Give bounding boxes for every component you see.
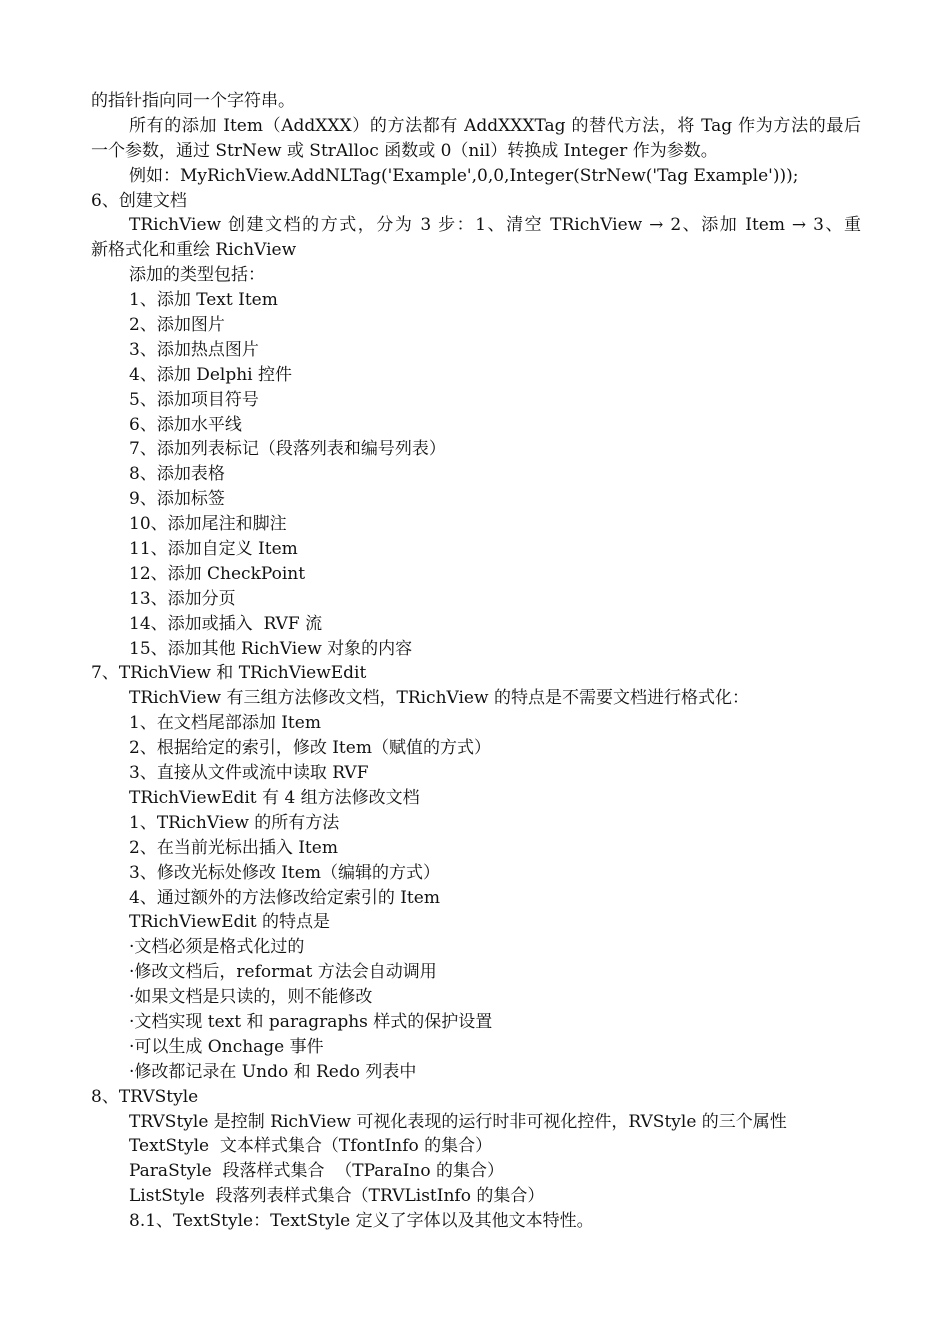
- section-heading: 6、创建文档: [91, 190, 187, 211]
- list-item: 2、添加图片: [129, 315, 225, 336]
- text-line: TRichView 创建文档的方式，分为 3 步：1、清空 TRichView → 2、添加 Item → 3、重: [129, 215, 861, 236]
- bullet-item: ·如果文档是只读的，则不能修改: [129, 987, 373, 1008]
- section-heading: 7、TRichView 和 TRichViewEdit: [91, 663, 367, 684]
- text-line: TRichViewEdit 的特点是: [129, 912, 331, 933]
- list-item: 8、添加表格: [129, 464, 225, 485]
- list-item: 3、修改光标处修改 Item（编辑的方式）: [129, 862, 440, 883]
- subsection-heading: 8.1、TextStyle：TextStyle 定义了字体以及其他文本特性。: [129, 1211, 594, 1232]
- bullet-item: ·文档实现 text 和 paragraphs 样式的保护设置: [129, 1011, 493, 1032]
- list-item: 2、在当前光标出插入 Item: [129, 837, 338, 858]
- list-item: 11、添加自定义 Item: [129, 539, 298, 560]
- text-line: 一个参数，通过 StrNew 或 StrAlloc 函数或 0（nil）转换成 Integer 作为参数。: [91, 140, 718, 161]
- text-line: TRichView 有三组方法修改文档，TRichView 的特点是不需要文档进行格式化：: [129, 688, 749, 709]
- document-body: [91, 89, 861, 1234]
- list-item: 5、添加项目符号: [129, 389, 259, 410]
- list-item: 4、通过额外的方法修改给定索引的 Item: [129, 887, 440, 908]
- list-item: 1、添加 Text Item: [129, 290, 278, 311]
- list-item: 3、添加热点图片: [129, 339, 259, 360]
- list-item: 10、添加尾注和脚注: [129, 514, 287, 535]
- list-item: 14、添加或插入 RVF 流: [129, 613, 323, 634]
- text-line: 所有的添加 Item（AddXXX）的方法都有 AddXXXTag 的替代方法，将 Tag 作为方法的最后: [129, 115, 861, 136]
- section-heading: 8、TRVStyle: [91, 1086, 199, 1107]
- list-item: 15、添加其他 RichView 对象的内容: [129, 638, 413, 659]
- text-line: TRVStyle 是控制 RichView 可视化表现的运行时非可视化控件，RVStyle 的三个属性: [129, 1111, 787, 1132]
- list-item: 1、TRichView 的所有方法: [129, 812, 340, 833]
- list-item: 2、根据给定的索引，修改 Item（赋值的方式）: [129, 738, 491, 759]
- property-line: ListStyle 段落列表样式集合（TRVListInfo 的集合）: [129, 1186, 545, 1207]
- text-line: 的指针指向同一个字符串。: [91, 91, 295, 111]
- list-item: 12、添加 CheckPoint: [129, 563, 306, 584]
- list-item: 7、添加列表标记（段落列表和编号列表）: [129, 439, 446, 460]
- list-item: 1、在文档尾部添加 Item: [129, 713, 321, 734]
- text-line: 添加的类型包括：: [129, 265, 265, 286]
- list-item: 13、添加分页: [129, 588, 236, 609]
- bullet-item: ·可以生成 Onchage 事件: [129, 1036, 324, 1057]
- text-line: TRichViewEdit 有 4 组方法修改文档: [129, 787, 420, 808]
- property-line: ParaStyle 段落样式集合 （TParaIno 的集合）: [129, 1161, 504, 1182]
- bullet-item: ·修改都记录在 Undo 和 Redo 列表中: [129, 1061, 417, 1082]
- bullet-item: ·文档必须是格式化过的: [129, 937, 305, 958]
- property-line: TextStyle 文本样式集合（TfontInfo 的集合）: [129, 1136, 493, 1157]
- list-item: 9、添加标签: [129, 489, 225, 510]
- list-item: 4、添加 Delphi 控件: [129, 364, 293, 385]
- bullet-item: ·修改文档后，reformat 方法会自动调用: [129, 962, 437, 983]
- text-line: 新格式化和重绘 RichView: [91, 240, 297, 261]
- code-example-line: 例如：MyRichView.AddNLTag('Example',0,0,Integer(StrNew('Tag Example')));: [129, 165, 799, 186]
- list-item: 6、添加水平线: [129, 414, 242, 435]
- list-item: 3、直接从文件或流中读取 RVF: [129, 763, 369, 784]
